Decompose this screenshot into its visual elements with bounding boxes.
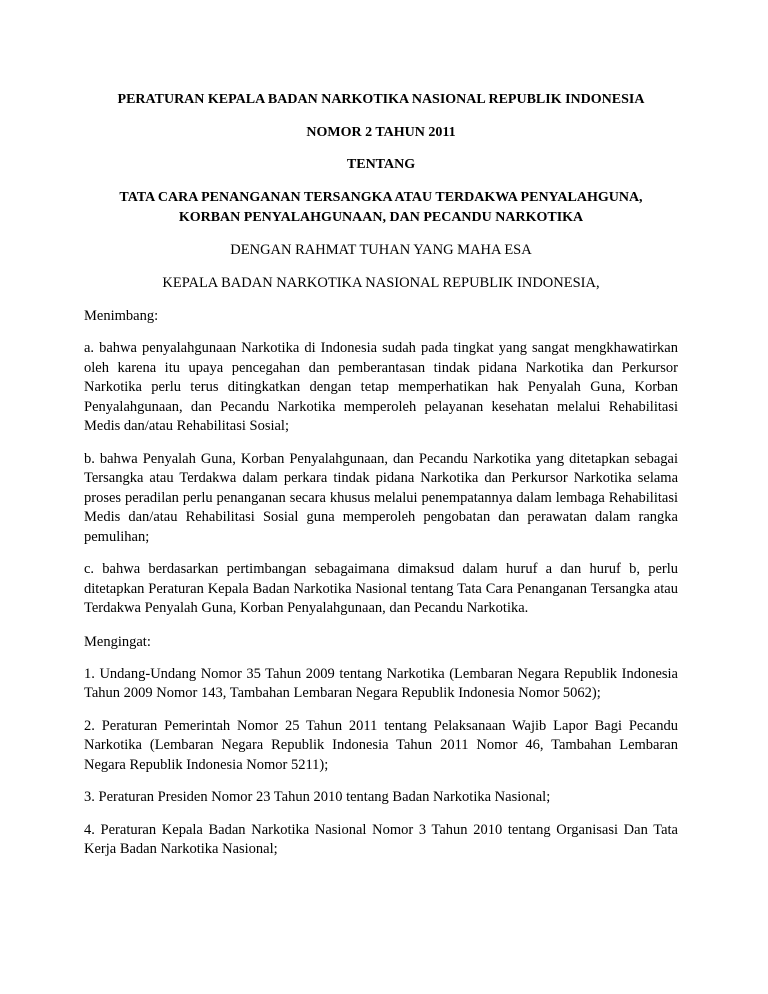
considering-item-c: c. bahwa berdasarkan pertimbangan sebagaimana dimaksud dalam huruf a dan huruf b, perlu ditetapkan Peraturan Kepala Badan Narkotika Nasional tentang Tata Cara Penanganan Tersangka atau Terdakwa Penyalah Guna, Korban Penyalahgunaan, dan Pecandu Narkotika. (84, 561, 678, 616)
recalling-item-1: 1. Undang-Undang Nomor 35 Tahun 2009 tentang Narkotika (Lembaran Negara Republik Indonesia Tahun 2009 Nomor 143, Tambahan Lembaran Negara Republik Indonesia Nomor 5062); (84, 665, 678, 701)
considering-item-a: a. bahwa penyalahgunaan Narkotika di Indonesia sudah pada tingkat yang sangat mengkhawatirkan oleh karena itu upaya pencegahan dan pemberantasan tindak pidana Narkotika dan Perkursor Narkotika perlu terus ditingkatkan dengan tetap memperhatikan hak Penyalah Guna, Korban Penyalahgunaan, dan Pecandu Narkotika memperoleh pelayanan kesehatan melalui Rehabilitasi Medis dan/atau Rehabilitasi Sosial; (84, 340, 678, 434)
considering-item-b: b. bahwa Penyalah Guna, Korban Penyalahgunaan, dan Pecandu Narkotika yang ditetapkan sebagai Tersangka atau Terdakwa dalam perkara tindak pidana Narkotika dan Perkursor Narkotika selama proses peradilan perlu penanganan secara khusus melalui penempatannya dalam lembaga Rehabilitasi Medis dan/atau Rehabilitasi Sosial guna memperoleh pengobatan dan perawatan dalam rangka pemulihan; (84, 450, 678, 545)
regulation-subject-line-1: TATA CARA PENANGANAN TERSANGKA ATAU TERDAKWA PENYALAHGUNA, (119, 190, 643, 205)
recalling-item-3: 3. Peraturan Presiden Nomor 23 Tahun 2010 tentang Badan Narkotika Nasional; (84, 789, 551, 805)
regulation-subject (84, 188, 678, 228)
recalling-label: Mengingat: (84, 633, 151, 650)
document-page (84, 90, 678, 860)
blessing-line: DENGAN RAHMAT TUHAN YANG MAHA ESA (230, 242, 532, 258)
recalling-item-4: 4. Peraturan Kepala Badan Narkotika Nasional Nomor 3 Tahun 2010 tentang Organisasi Dan Tata Kerja Badan Narkotika Nasional; (84, 821, 678, 857)
regulation-subject-line-2: KORBAN PENYALAHGUNAAN, DAN PECANDU NARKOTIKA (178, 210, 584, 225)
regulation-number: NOMOR 2 TAHUN 2011 (306, 125, 456, 140)
considering-label: Menimbang: (84, 308, 159, 324)
authority-line: KEPALA BADAN NARKOTIKA NASIONAL REPUBLIK INDONESIA, (162, 275, 600, 291)
regulation-title: PERATURAN KEPALA BADAN NARKOTIKA NASIONAL REPUBLIK INDONESIA (117, 92, 645, 107)
recalling-item-2: 2. Peraturan Pemerintah Nomor 25 Tahun 2011 tentang Pelaksanaan Wajib Lapor Bagi Pecandu Narkotika (Lembaran Negara Republik Indonesia Tahun 2011 Nomor 46, Tambahan Lembaran Negara Republik Indonesia Nomor 5211); (84, 717, 678, 773)
regulation-about: TENTANG (346, 157, 416, 172)
